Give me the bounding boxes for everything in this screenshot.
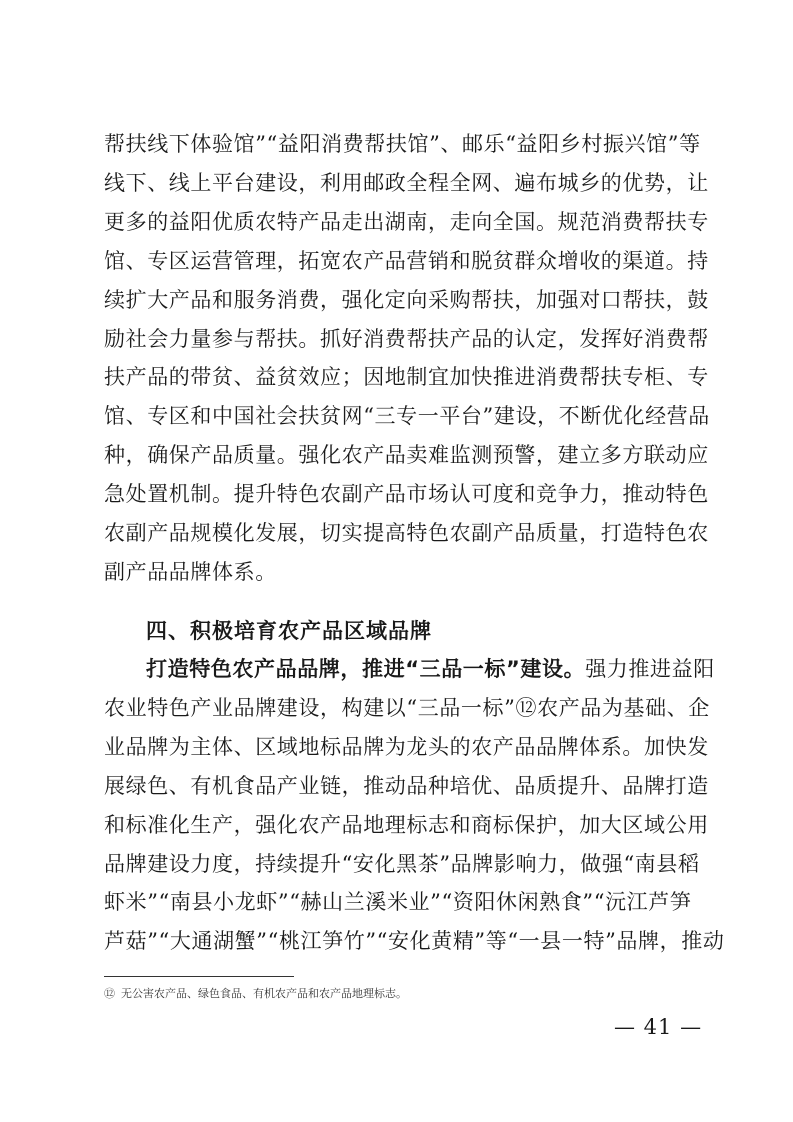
paragraph-line: 业品牌为主体、区域地标品牌为龙头的农产品品牌体系。加快发 [104, 734, 709, 759]
paragraph-bold-lead: 打造特色农产品品牌，推进“三品一标”建设。 [146, 657, 586, 681]
paragraph-line: 芦菇”“大通湖蟹”“桃江笋竹”“安化黄精”等“一县一特”品牌，推动 [104, 929, 725, 954]
footnote [104, 986, 407, 1002]
paragraph-line: 急处置机制。提升特色农副产品市场认可度和竞争力，推动特色 [104, 482, 709, 507]
paragraph-line: 馆、专区运营管理，拓宽农产品营销和脱贫群众增收的渠道。持 [104, 248, 709, 273]
paragraph-line: 和标准化生产，强化农产品地理标志和商标保护，加大区域公用 [104, 812, 709, 837]
section-heading: 四、积极培育农产品区域品牌 [146, 619, 432, 643]
paragraph-line: 馆、专区和中国社会扶贫网“三专一平台”建设，不断优化经营品 [104, 404, 710, 429]
paragraph-line: 线下、线上平台建设，利用邮政全程全网、遍布城乡的优势，让 [104, 170, 709, 195]
footnote-divider [104, 976, 294, 977]
paragraph-line: 农业特色产业品牌建设，构建以“三品一标”⑫农产品为基础、企 [104, 695, 710, 720]
paragraph-line: 虾米”“南县小龙虾”“赫山兰溪米业”“资阳休闲熟食”“沅江芦笋 [104, 890, 692, 915]
paragraph-first-line [104, 650, 715, 689]
paragraph-line: 农副产品规模化发展，切实提高特色农副产品质量，打造特色农 [104, 521, 709, 546]
paragraph-line: 更多的益阳优质农特产品走出湖南，走向全国。规范消费帮扶专 [104, 209, 709, 234]
paragraph-line: 品牌建设力度，持续提升“安化黑茶”品牌影响力，做强“南县稻 [104, 851, 700, 876]
page-number: — 41 — [614, 1015, 703, 1039]
paragraph-line: 续扩大产品和服务消费，强化定向采购帮扶，加强对口帮扶，鼓 [104, 287, 709, 312]
paragraph-1 [104, 125, 710, 592]
paragraph-lead-rest: 强力推进益阳 [585, 657, 715, 681]
paragraph-line: 励社会力量参与帮扶。抓好消费帮扶产品的认定，发挥好消费帮 [104, 326, 709, 351]
paragraph-line: 展绿色、有机食品产业链，推动品种培优、品质提升、品牌打造 [104, 773, 709, 798]
footnote-mark: ⑫ [104, 987, 115, 1000]
paragraph-line: 种，确保产品质量。强化农产品卖难监测预警，建立多方联动应 [104, 443, 709, 468]
footnote-text: 无公害农产品、绿色食品、有机农产品和农产品地理标志。 [121, 987, 407, 1000]
paragraph-line: 帮扶线下体验馆”“益阳消费帮扶馆”、邮乐“益阳乡村振兴馆”等 [104, 132, 701, 156]
paragraph-2 [104, 650, 725, 961]
paragraph-line: 扶产品的带贫、益贫效应；因地制宜加快推进消费帮扶专柜、专 [104, 365, 709, 390]
paragraph-line: 副产品品牌体系。 [104, 559, 277, 584]
